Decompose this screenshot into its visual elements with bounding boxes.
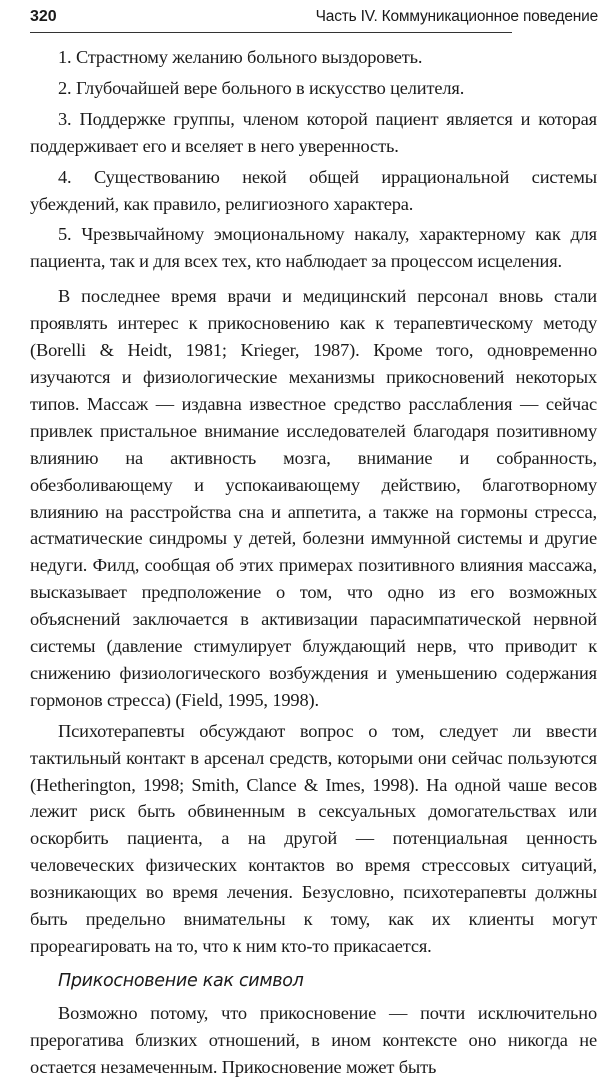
list-item: 2. Глубочайшей вере больного в искусство целителя. xyxy=(58,77,465,98)
body-paragraph: Возможно потому, что прикосновение — почти исключительно прерогатива близких отношений, в ином контексте оно никогда не остается незамеченным. Прикосновение может быть xyxy=(30,1002,597,1077)
list-item: 1. Страстному желанию больного выздороветь. xyxy=(58,47,423,67)
page-number: 320 xyxy=(30,8,57,25)
list-item: 3. Поддержке группы, членом которой пациент является и которая поддерживает его и вселяет в него уверенность. xyxy=(30,108,597,156)
list-item: 4. Существованию некой общей иррациональной системы убеждений, как правило, религиозного характера. xyxy=(30,166,597,214)
body-paragraph: В последнее время врачи и медицинский персонал вновь стали проявлять интерес к прикосновению как к терапевтическому методу (Borelli & Heidt, 1981; Krieger, 1987). Кроме того, одновременно изучаются и физиологические механизмы прикосновений некоторых типов. Массаж — издавна известное средство расслабления — сейчас привлек пристальное внимание исследователей благодаря позитивному влиянию на активность мозга, внимание и собранность, обезболивающему и успокаивающему действию, благотворному влиянию на расстройства сна и аппетита, а также на гормоны стресса, астматические синдромы у детей, болезни иммунной системы и другие недуги. Филд, сообщая об этих примерах позитивного влияния массажа, высказывает предположение о том, что одно из его возможных объяснений заключается в активизации парасимпатической нервной системы (давление стимулирует блуждающий нерв, что приводит к снижению физиологического возбуждения и уменьшению содержания гормонов стресса) (Field, 1995, 1998). xyxy=(30,286,597,710)
header-rule xyxy=(30,32,512,33)
page-header xyxy=(30,6,598,30)
body-paragraph: Психотерапевты обсуждают вопрос о том, следует ли ввести тактильный контакт в арсенал средств, которыми они сейчас пользуются (Hetherington, 1998; Smith, Clance & Imes, 1998). На одной чаше весов лежит риск быть обвиненным в сексуальных домогательствах или оскорбить пациента, а на другой — потенциальная ценность человеческих физических контактов во время стрессовых ситуаций, возникающих во время лечения. Безусловно, психотерапевты должны быть предельно внимательны к тому, как их клиенты могут прореагировать на то, что к ним кто-то прикасается. xyxy=(30,720,597,956)
page-body xyxy=(30,44,597,1081)
section-heading: Прикосновение как символ xyxy=(58,970,304,991)
list-item: 5. Чрезвычайному эмоциональному накалу, характерному как для пациента, так и для всех тех, кто наблюдает за процессом исцеления. xyxy=(30,224,597,272)
running-title: Часть IV. Коммуникационное поведение xyxy=(315,8,598,25)
